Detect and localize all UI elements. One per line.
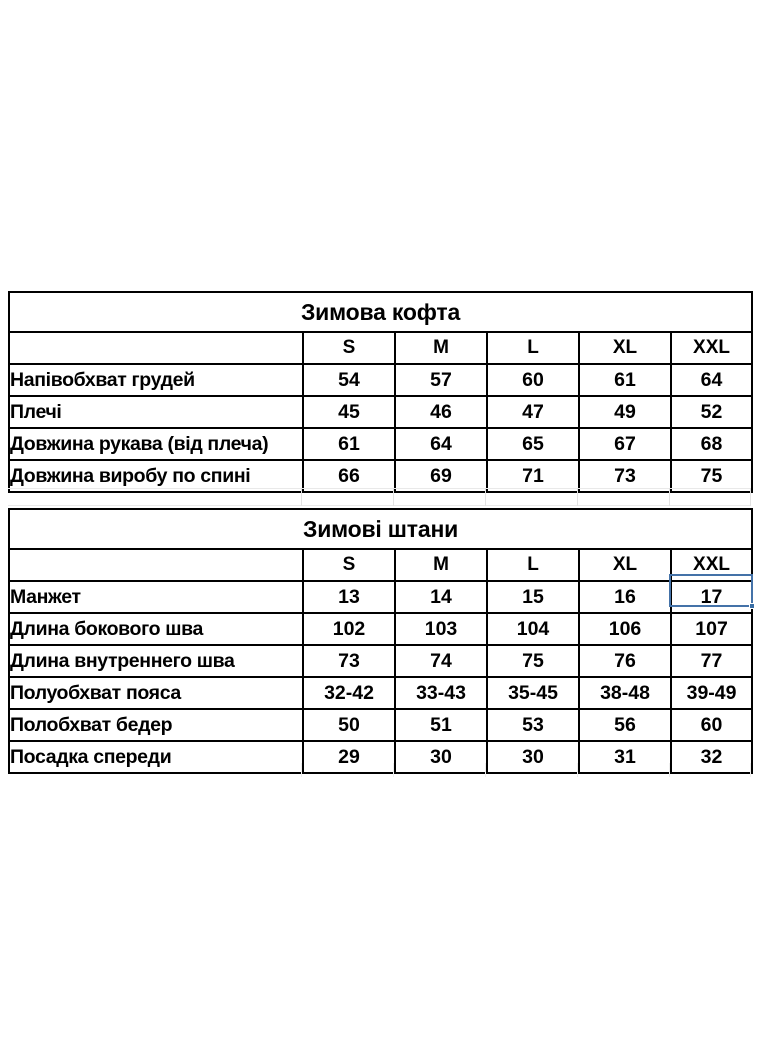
table-row: [9, 709, 752, 741]
size-table-jacket: [8, 291, 753, 493]
measurement-value-xl: 49: [579, 396, 671, 428]
table-row: [9, 460, 752, 492]
header-size-m: M: [395, 549, 487, 581]
gridline-horizontal: [8, 505, 751, 506]
measurement-value-s: 54: [303, 364, 395, 396]
measurement-value-m: 64: [395, 428, 487, 460]
measurement-value-xxl: 75: [671, 460, 752, 492]
measurement-value-s: 29: [303, 741, 395, 773]
table-row: [9, 581, 752, 613]
measurement-value-m: 74: [395, 645, 487, 677]
measurement-value-s: 32-42: [303, 677, 395, 709]
measurement-label: Довжина рукава (від плеча): [9, 428, 303, 460]
measurement-value-m: 33-43: [395, 677, 487, 709]
measurement-label: Длина внутреннего шва: [9, 645, 303, 677]
measurement-value-l: 47: [487, 396, 579, 428]
measurement-label: Плечі: [9, 396, 303, 428]
measurement-value-l: 71: [487, 460, 579, 492]
measurement-value-l: 60: [487, 364, 579, 396]
table-row: [9, 677, 752, 709]
table-row: [9, 428, 752, 460]
header-size-l: L: [487, 332, 579, 364]
measurement-value-xxl-selected[interactable]: 17: [671, 581, 752, 613]
table-row: [9, 396, 752, 428]
measurement-value-l: 104: [487, 613, 579, 645]
measurement-value-xl: 31: [579, 741, 671, 773]
measurement-value-xl: 56: [579, 709, 671, 741]
table-header-row: [9, 332, 752, 364]
measurement-value-l: 65: [487, 428, 579, 460]
measurement-label: Посадка спереди: [9, 741, 303, 773]
measurement-value-xxl: 107: [671, 613, 752, 645]
measurement-value-m: 103: [395, 613, 487, 645]
table-header-row: [9, 549, 752, 581]
table-title: Зимова кофта: [9, 292, 752, 332]
measurement-value-xxl: 39-49: [671, 677, 752, 709]
size-table-pants: [8, 508, 753, 774]
header-blank-cell: [9, 549, 303, 581]
measurement-value-m: 51: [395, 709, 487, 741]
table-title-row: [9, 292, 752, 332]
measurement-value-s: 66: [303, 460, 395, 492]
measurement-label: Длина бокового шва: [9, 613, 303, 645]
measurement-value-l: 15: [487, 581, 579, 613]
measurement-value-xl: 16: [579, 581, 671, 613]
measurement-value-m: 46: [395, 396, 487, 428]
header-size-m: M: [395, 332, 487, 364]
table-title-row: [9, 509, 752, 549]
measurement-value-xl: 67: [579, 428, 671, 460]
measurement-value-xxl: 68: [671, 428, 752, 460]
table-title: Зимові штани: [9, 509, 752, 549]
measurement-value-xl: 38-48: [579, 677, 671, 709]
measurement-value-s: 50: [303, 709, 395, 741]
measurement-value-xl: 73: [579, 460, 671, 492]
measurement-value-m: 57: [395, 364, 487, 396]
measurement-value-xxl: 32: [671, 741, 752, 773]
measurement-value-xxl: 64: [671, 364, 752, 396]
measurement-value-m: 30: [395, 741, 487, 773]
measurement-value-l: 30: [487, 741, 579, 773]
measurement-value-m: 14: [395, 581, 487, 613]
measurement-label: Манжет: [9, 581, 303, 613]
measurement-value-xxl: 77: [671, 645, 752, 677]
measurement-value-s: 102: [303, 613, 395, 645]
measurement-value-m: 69: [395, 460, 487, 492]
measurement-value-xl: 106: [579, 613, 671, 645]
measurement-label: Полобхват бедер: [9, 709, 303, 741]
measurement-value-s: 45: [303, 396, 395, 428]
measurement-value-xxl: 60: [671, 709, 752, 741]
measurement-value-xxl: 52: [671, 396, 752, 428]
header-size-l: L: [487, 549, 579, 581]
measurement-label: Довжина виробу по спині: [9, 460, 303, 492]
measurement-value-l: 53: [487, 709, 579, 741]
measurement-label: Напівобхват грудей: [9, 364, 303, 396]
measurement-value-l: 35-45: [487, 677, 579, 709]
measurement-value-xl: 76: [579, 645, 671, 677]
header-size-s: S: [303, 332, 395, 364]
header-size-xl: XL: [579, 549, 671, 581]
table-row: [9, 645, 752, 677]
measurement-label: Полуобхват пояса: [9, 677, 303, 709]
header-size-xxl: XXL: [671, 549, 752, 581]
header-size-xl: XL: [579, 332, 671, 364]
measurement-value-l: 75: [487, 645, 579, 677]
table-row: [9, 613, 752, 645]
header-size-xxl: XXL: [671, 332, 752, 364]
measurement-value-s: 73: [303, 645, 395, 677]
table-row: [9, 741, 752, 773]
measurement-value-xl: 61: [579, 364, 671, 396]
header-blank-cell: [9, 332, 303, 364]
measurement-value-s: 13: [303, 581, 395, 613]
header-size-s: S: [303, 549, 395, 581]
table-row: [9, 364, 752, 396]
measurement-value-s: 61: [303, 428, 395, 460]
